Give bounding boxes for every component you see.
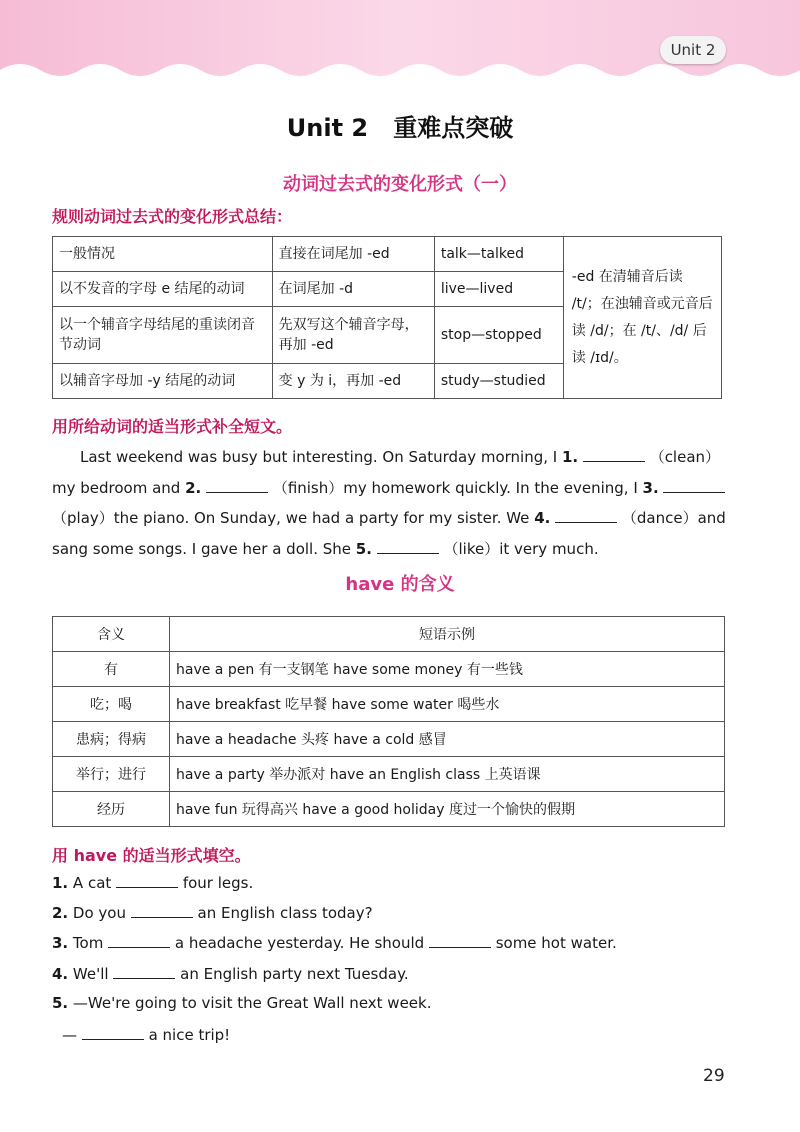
have-meaning-table — [52, 616, 725, 827]
question-text: Tom — [72, 934, 104, 952]
question-text: —We're going to visit the Great Wall next week. — [72, 994, 432, 1012]
answer-blank-1[interactable] — [583, 447, 645, 462]
meaning-cell: 举行；进行 — [53, 757, 170, 792]
section-title-past-tense: 动词过去式的变化形式（一） — [283, 174, 517, 195]
question-2 — [52, 903, 373, 922]
rule-case: 一般情况 — [53, 237, 273, 272]
question-number: 1. — [52, 874, 69, 892]
page-number: 29 — [703, 1066, 725, 1086]
question-number: 3. — [52, 934, 69, 952]
answer-blank[interactable] — [108, 933, 170, 948]
answer-blank-5[interactable] — [377, 539, 439, 554]
table-header-row — [53, 617, 725, 652]
answer-blank[interactable] — [113, 964, 175, 979]
section-title-have: have 的含义 — [345, 574, 455, 595]
question-number: 2. — [52, 904, 69, 922]
rule-case: 以辅音字母加 -y 结尾的动词 — [53, 364, 273, 399]
rule-method: 变 y 为 i，再加 -ed — [272, 364, 434, 399]
unit-tag: Unit 2 — [660, 36, 726, 64]
summary-heading: 规则动词过去式的变化形式总结： — [52, 207, 293, 226]
rule-example: live—lived — [434, 272, 563, 307]
answer-blank[interactable] — [429, 933, 491, 948]
blank-number: 2. — [185, 478, 202, 497]
blank-number: 4. — [534, 509, 551, 527]
rule-case: 以不发音的字母 e 结尾的动词 — [53, 272, 273, 307]
meaning-cell: 有 — [53, 652, 170, 687]
passage-text: （like）it very much. — [443, 539, 599, 558]
question-1 — [52, 873, 253, 892]
blank-number: 3. — [642, 478, 659, 497]
table-row — [53, 687, 725, 722]
question-text: a nice trip! — [148, 1026, 231, 1044]
column-header-examples: 短语示例 — [170, 617, 725, 652]
rule-case: 以一个辅音字母结尾的重读闭音节动词 — [53, 307, 273, 364]
rule-method: 直接在词尾加 -ed — [272, 237, 434, 272]
question-3 — [52, 933, 617, 952]
passage-text: （clean）my bedroom and — [52, 448, 721, 497]
passage-text: Last weekend was busy but interesting. On Saturday morning, I — [80, 448, 558, 466]
page-title: Unit 2 重难点突破 — [286, 114, 514, 142]
exercise-heading-1: 用所给动词的适当形式补全短文。 — [52, 417, 293, 436]
question-number: 5. — [52, 994, 69, 1012]
answer-blank[interactable] — [131, 903, 193, 918]
answer-blank-4[interactable] — [555, 508, 617, 523]
blank-number: 5. — [355, 539, 372, 558]
answer-blank-3[interactable] — [663, 478, 725, 493]
rule-method: 在词尾加 -d — [272, 272, 434, 307]
question-text: Do you — [72, 904, 126, 922]
question-4 — [52, 964, 409, 983]
question-number: 4. — [52, 965, 69, 983]
examples-cell: have a pen 有一支钢笔 have some money 有一些钱 — [170, 652, 725, 687]
question-5 — [52, 994, 432, 1012]
question-text: an English class today? — [197, 904, 373, 922]
examples-cell: have a party 举办派对 have an English class 上英语课 — [170, 757, 725, 792]
examples-cell: have fun 玩得高兴 have a good holiday 度过一个愉快的假期 — [170, 792, 725, 827]
rule-example: study—studied — [434, 364, 563, 399]
reply-dash: — — [62, 1026, 77, 1044]
answer-blank[interactable] — [82, 1025, 144, 1040]
question-text: a headache yesterday. He should — [174, 934, 425, 952]
question-text: an English party next Tuesday. — [180, 965, 409, 983]
question-5-reply — [62, 1025, 230, 1044]
table-row — [53, 792, 725, 827]
table-row — [53, 237, 722, 272]
table-row — [53, 722, 725, 757]
passage-text: （finish）my homework quickly. In the evening, I — [272, 478, 638, 497]
question-text: A cat — [72, 874, 112, 892]
passage-text: （play）the piano. On Sunday, we had a party for my sister. We — [52, 509, 530, 527]
rule-example: talk—talked — [434, 237, 563, 272]
examples-cell: have a headache 头疼 have a cold 感冒 — [170, 722, 725, 757]
rule-method: 先双写这个辅音字母，再加 -ed — [272, 307, 434, 364]
examples-cell: have breakfast 吃早餐 have some water 喝些水 — [170, 687, 725, 722]
table-row — [53, 757, 725, 792]
column-header-meaning: 含义 — [53, 617, 170, 652]
passage-exercise — [52, 442, 726, 564]
table-row — [53, 652, 725, 687]
past-tense-rules-table — [52, 236, 722, 399]
exercise-heading-2: 用 have 的适当形式填空。 — [52, 846, 251, 865]
blank-number: 1. — [561, 448, 579, 466]
pronunciation-note: -ed 在清辅音后读 /t/；在浊辅音或元音后读 /d/；在 /t/、/d/ 后读 /ɪd/。 — [563, 237, 721, 399]
meaning-cell: 经历 — [53, 792, 170, 827]
question-text: some hot water. — [495, 934, 617, 952]
answer-blank-2[interactable] — [206, 478, 268, 493]
question-text: We'll — [72, 965, 109, 983]
rule-example: stop—stopped — [434, 307, 563, 364]
passage-text: （dance）and sang some songs. I gave her a doll. She — [52, 509, 726, 558]
answer-blank[interactable] — [116, 873, 178, 888]
meaning-cell: 吃；喝 — [53, 687, 170, 722]
question-text: four legs. — [182, 874, 254, 892]
meaning-cell: 患病；得病 — [53, 722, 170, 757]
